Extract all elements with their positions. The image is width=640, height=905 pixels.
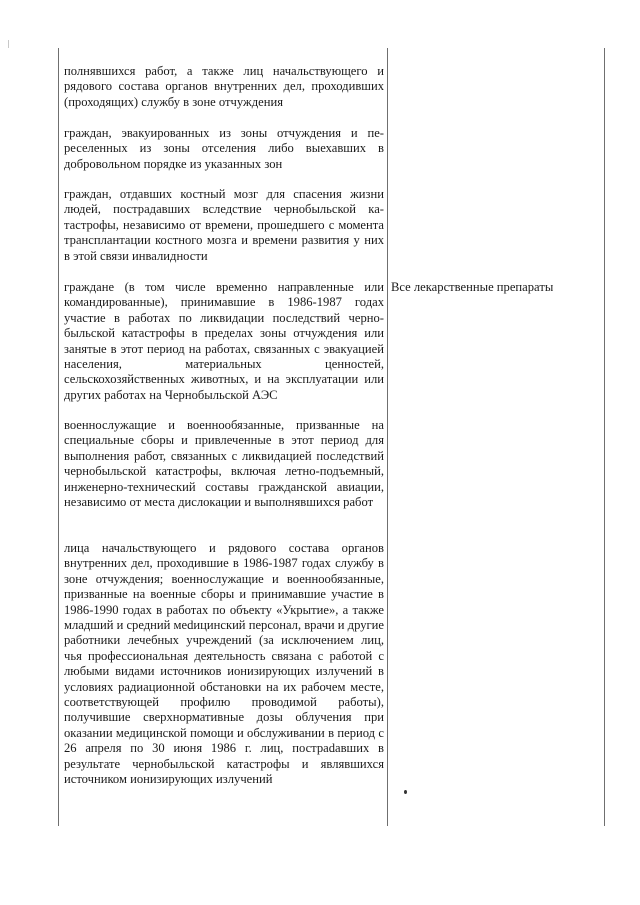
category-text-6: лица начальствующего и рядового состава органов внутренних дел, проходившие в 1986-1987 годах службу в зоне отчуждения; военнослужащие и военнообязанные, призванные на военные сборы и принимавшие участие в 1986-1990 годах в работах по объекту «Укрытие», а также младший и средний меdицинский персонал, врачи и другие работники лечебных учреждений (за исключением лиц, чья профессиональная деятельность связана с работой с любыми видами источников ионизирующих излучений в условиях радиационной обстановки на их рабочем месте, соответствующей профилю проводимой работы), получившие сверхнормативные дозы облучения при оказании медицинской помощи и обслуживании в период с 26 апреля по 30 июня 1986 г. лиц, постраdавших в результате чернобыльской катастрофы и являвшихся источником ионизирующих излучений: [64, 541, 385, 787]
category-text-4: граждане (в том числе временно направленные или командированные), принимавшие в 1986-1987 годах участие в работах по ликвидации последствий чернобыльской катастрофы в пределах зоны отчуждения или занятые в этот период на работах, связанных с эвакуацией населения, материальных ценностей, сельскохозяйственных животных, и на эксплуатации или других работах на Чернобыльской АЭС: [64, 280, 384, 402]
category-text-2: граждан, эвакуированных из зоны отчуждения и переселенных из зоны отселения либо выехавших в добровольном порядке из указанных зон: [64, 126, 384, 171]
drugs-cell: Все лекарственные препараты: [391, 280, 554, 294]
scan-mark: [8, 40, 9, 48]
category-text-3: граждан, отдавших костный мозг для спасения жизни людей, пострадавших вследствие чернобыльской катастрофы, независимо от времени, прошедшего с момента трансплантации костного мозга и времени развития у них в этой связи инвалидности: [64, 187, 384, 263]
table-border-left: [58, 48, 59, 826]
stray-mark: [404, 790, 407, 794]
category-text-1: полнявшихся работ, а также лиц начальствующего и рядового состава органов внутренних дел, проходивших (проходящих) службу в зоне отчуждения: [64, 64, 384, 109]
table-border-middle: [387, 48, 388, 826]
table-border-right: [604, 48, 605, 826]
category-text-5: военнослужащие и военнообязанные, призванные на специальные сборы и привлеченные в этот период для выполнения работ, связанных с ликвидацией последствий чернобыльской катастрофы, включая летно-подъемный, инженерно-технический составы гражданской авиации, независимо от места дислокации и выполнявшихся работ: [64, 418, 384, 510]
